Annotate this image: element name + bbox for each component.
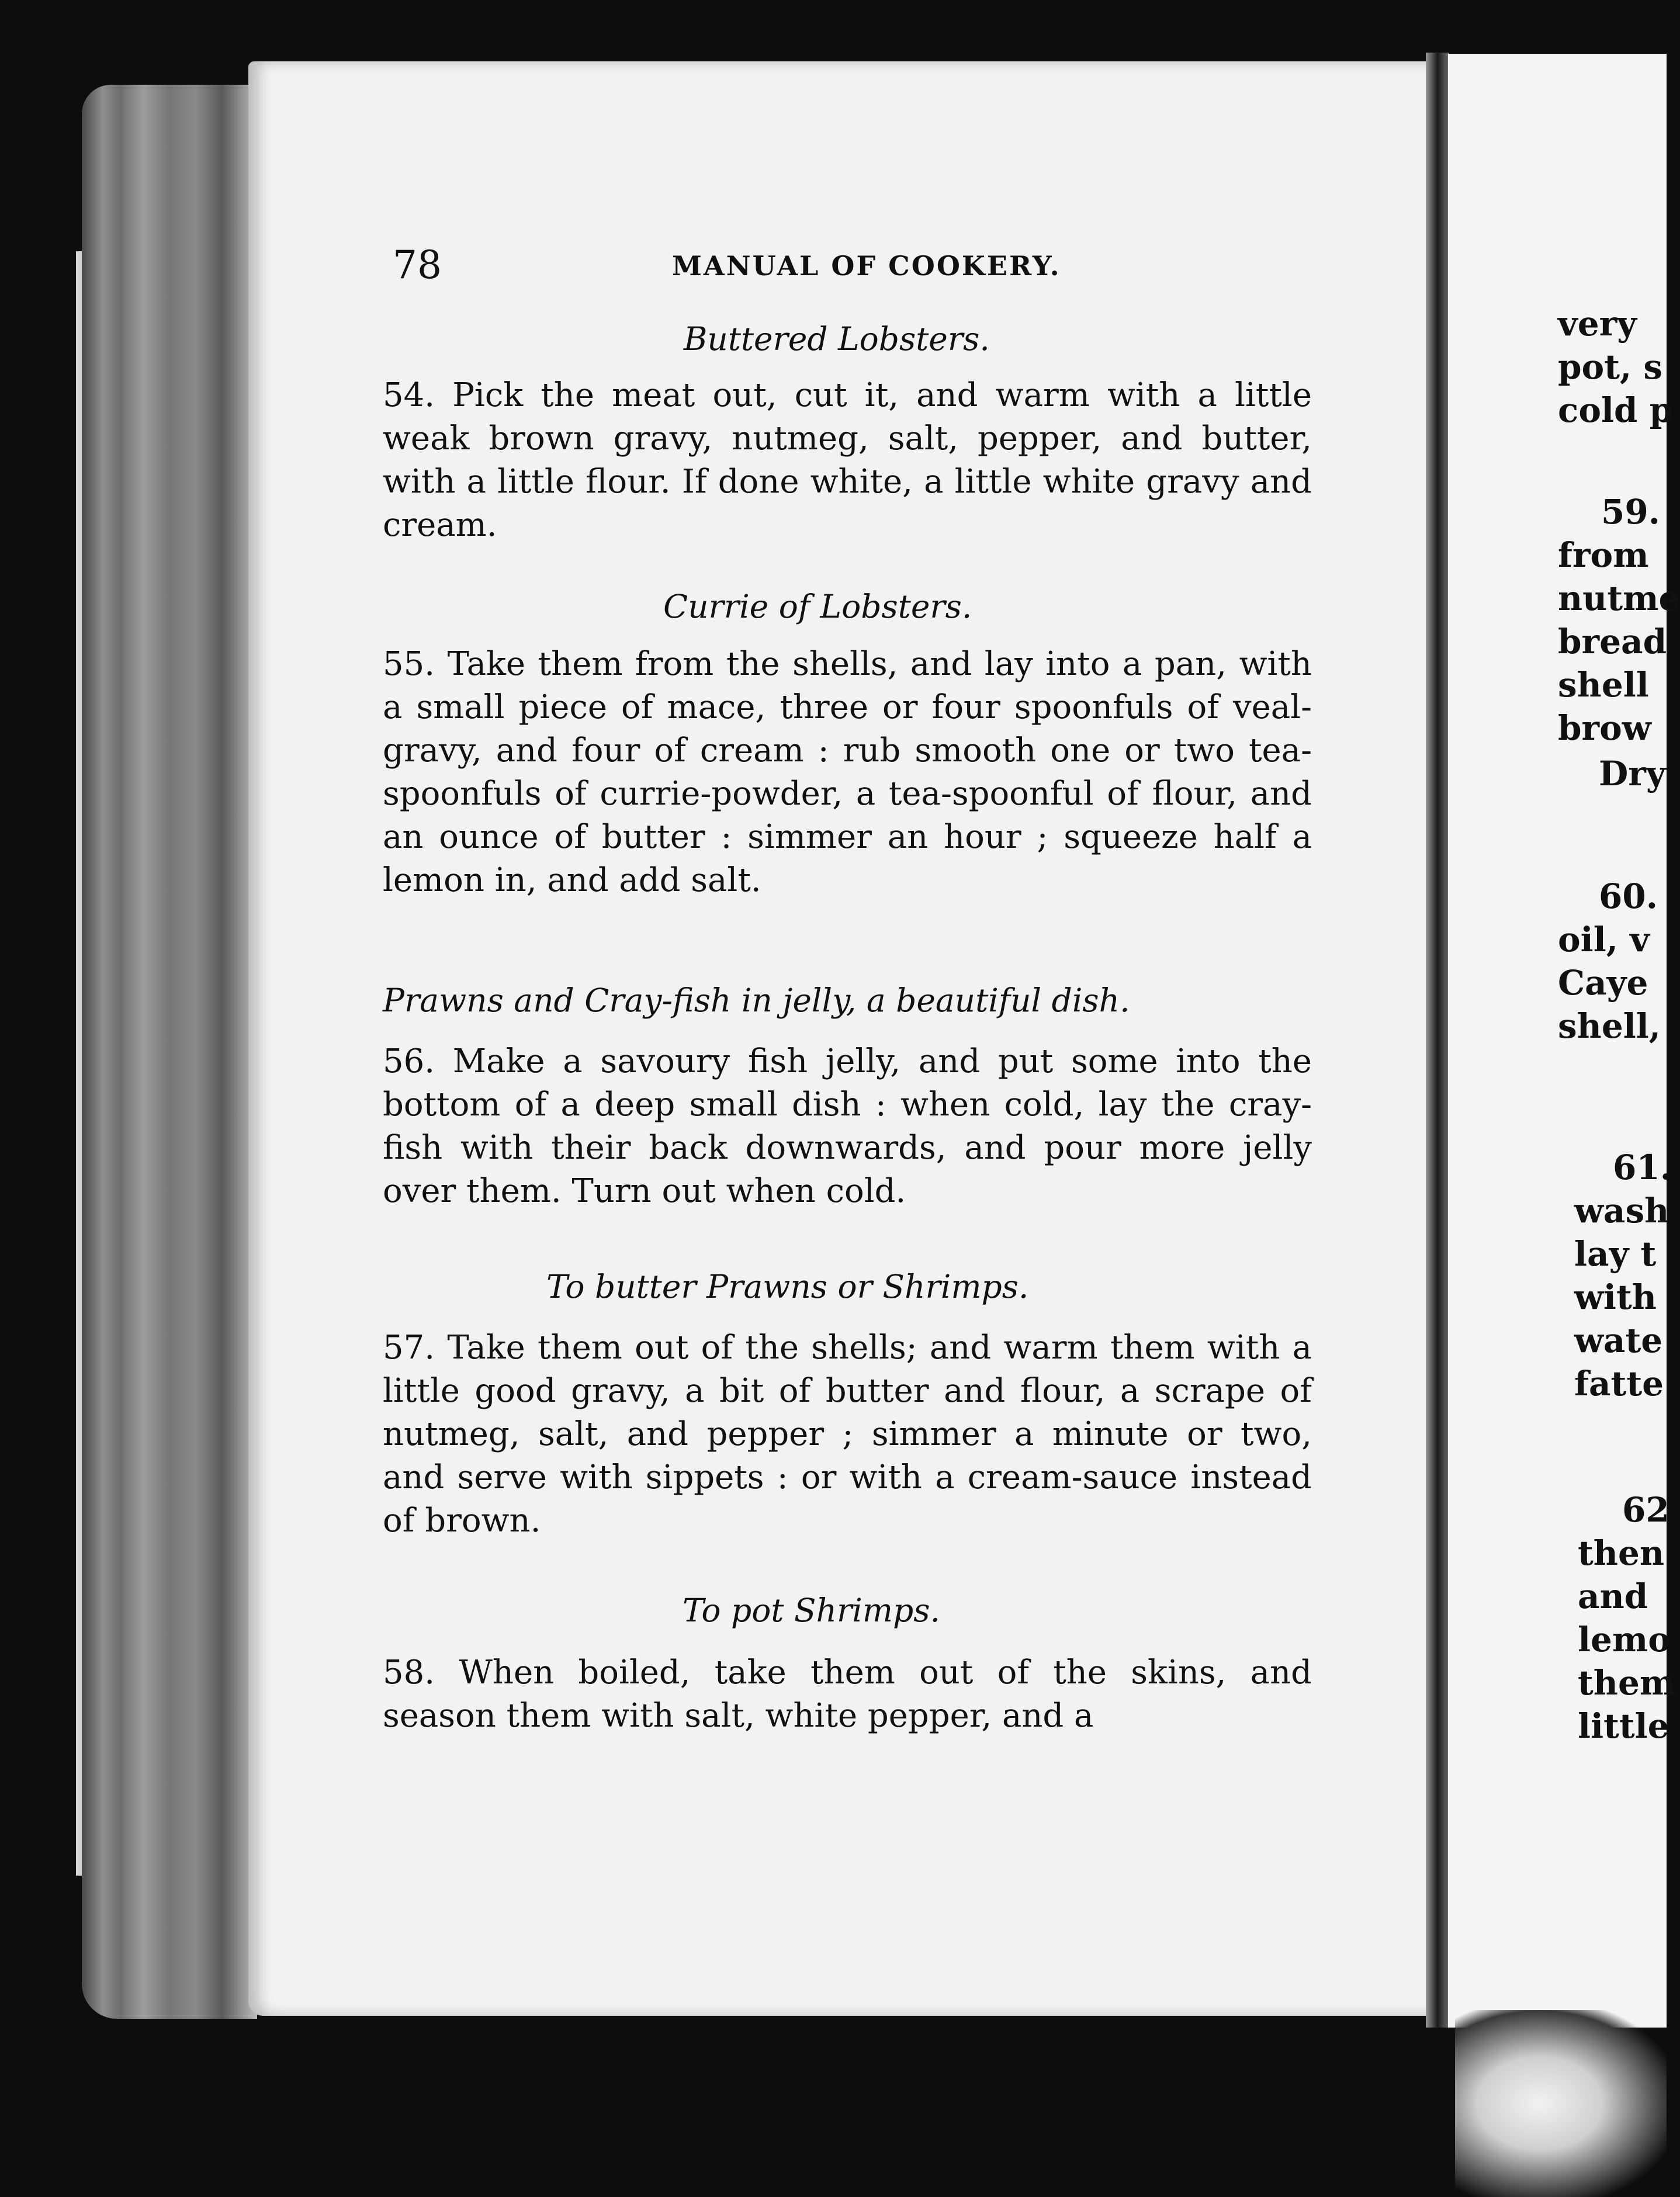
- facing-page-text: oil, v: [1558, 920, 1650, 959]
- facing-page-text: then: [1578, 1533, 1665, 1573]
- recipe-text: Make a savoury fish jelly, and put some into the bottom of a deep small dish : when cold, lay the cray-fish with their back downwards, and pour more jelly over them. Turn out when cold.: [383, 1042, 1312, 1210]
- facing-page-text: Dry: [1599, 754, 1666, 793]
- facing-page-text: Caye: [1558, 963, 1648, 1003]
- facing-page-text: lay t: [1574, 1234, 1657, 1274]
- facing-page-text: brow: [1558, 708, 1651, 748]
- recipe-heading: To butter Prawns or Shrimps.: [546, 1268, 1029, 1305]
- facing-page-text: wash: [1574, 1191, 1669, 1231]
- facing-page-text: with: [1574, 1277, 1657, 1317]
- recipe-number: 56.: [383, 1042, 435, 1080]
- recipe-number: 58.: [383, 1654, 435, 1692]
- facing-page-text: 60.: [1599, 876, 1658, 916]
- recipe-number: 55.: [383, 645, 435, 683]
- recipe-number: 57.: [383, 1329, 435, 1367]
- facing-page-text: 62: [1622, 1490, 1669, 1530]
- facing-page-text: very: [1558, 304, 1637, 344]
- recipe-text: Pick the meat out, cut it, and warm with a little weak brown gravy, nutmeg, salt, pepper, and butter, with a little flour. If done white, a little white gravy and cream.: [383, 376, 1312, 544]
- facing-page-text: pot, s: [1558, 347, 1663, 387]
- recipe-paragraph: [383, 1651, 1312, 1738]
- book-gutter: [1426, 53, 1449, 2028]
- facing-page-text: 61.: [1613, 1148, 1672, 1187]
- recipe-text: When boiled, take them out of the skins, and season them with salt, white pepper, and a: [383, 1654, 1312, 1735]
- recipe-text: Take them out of the shells; and warm them with a little good gravy, a bit of butter and flour, a scrape of nutmeg, salt, and pepper ; simmer a minute or two, and serve with sippets : or with a cream-sauce instead of brown.: [383, 1329, 1312, 1540]
- facing-page-text: bread: [1558, 622, 1667, 661]
- facing-page-text: cold p: [1558, 390, 1674, 430]
- running-head: MANUAL OF COOKERY.: [672, 250, 1061, 282]
- facing-page-text: shell,: [1558, 1006, 1661, 1046]
- facing-page-text: nutme: [1558, 578, 1680, 618]
- facing-page-text: 59.: [1601, 492, 1660, 532]
- facing-page-text: wate: [1574, 1321, 1663, 1360]
- recipe-heading: Prawns and Cray-fish in jelly, a beautiful dish.: [383, 982, 1130, 1019]
- recipe-heading: Buttered Lobsters.: [684, 320, 990, 358]
- facing-page-text: little: [1578, 1706, 1669, 1746]
- recipe-heading: To pot Shrimps.: [683, 1592, 940, 1629]
- recipe-paragraph: [383, 1040, 1312, 1213]
- page-number: 78: [393, 242, 442, 287]
- recipe-number: 54.: [383, 376, 435, 414]
- recipe-heading: Currie of Lobsters.: [663, 588, 972, 625]
- recipe-paragraph: [383, 1326, 1312, 1543]
- facing-page-text: and: [1578, 1576, 1648, 1616]
- recipe-text: Take them from the shells, and lay into a pan, with a small piece of mace, three or four spoonfuls of veal-gravy, and four of cream : rub smooth one or two tea-spoonfuls of currie-powder, a tea-spoonful of flour, and an ounce of butter : simmer an hour ; squeeze half a lemon in, and add salt.: [383, 645, 1312, 899]
- recipe-paragraph: [383, 643, 1312, 902]
- book-page-edges: [82, 85, 257, 2019]
- scan-artifact: [1455, 2010, 1667, 2197]
- facing-page-text: shell: [1558, 665, 1649, 705]
- recipe-paragraph: [383, 374, 1312, 547]
- facing-page-text: lemo: [1578, 1620, 1671, 1659]
- facing-page-text: fatte: [1574, 1364, 1664, 1404]
- facing-page-text: from: [1558, 535, 1649, 575]
- facing-page-text: them: [1578, 1663, 1676, 1703]
